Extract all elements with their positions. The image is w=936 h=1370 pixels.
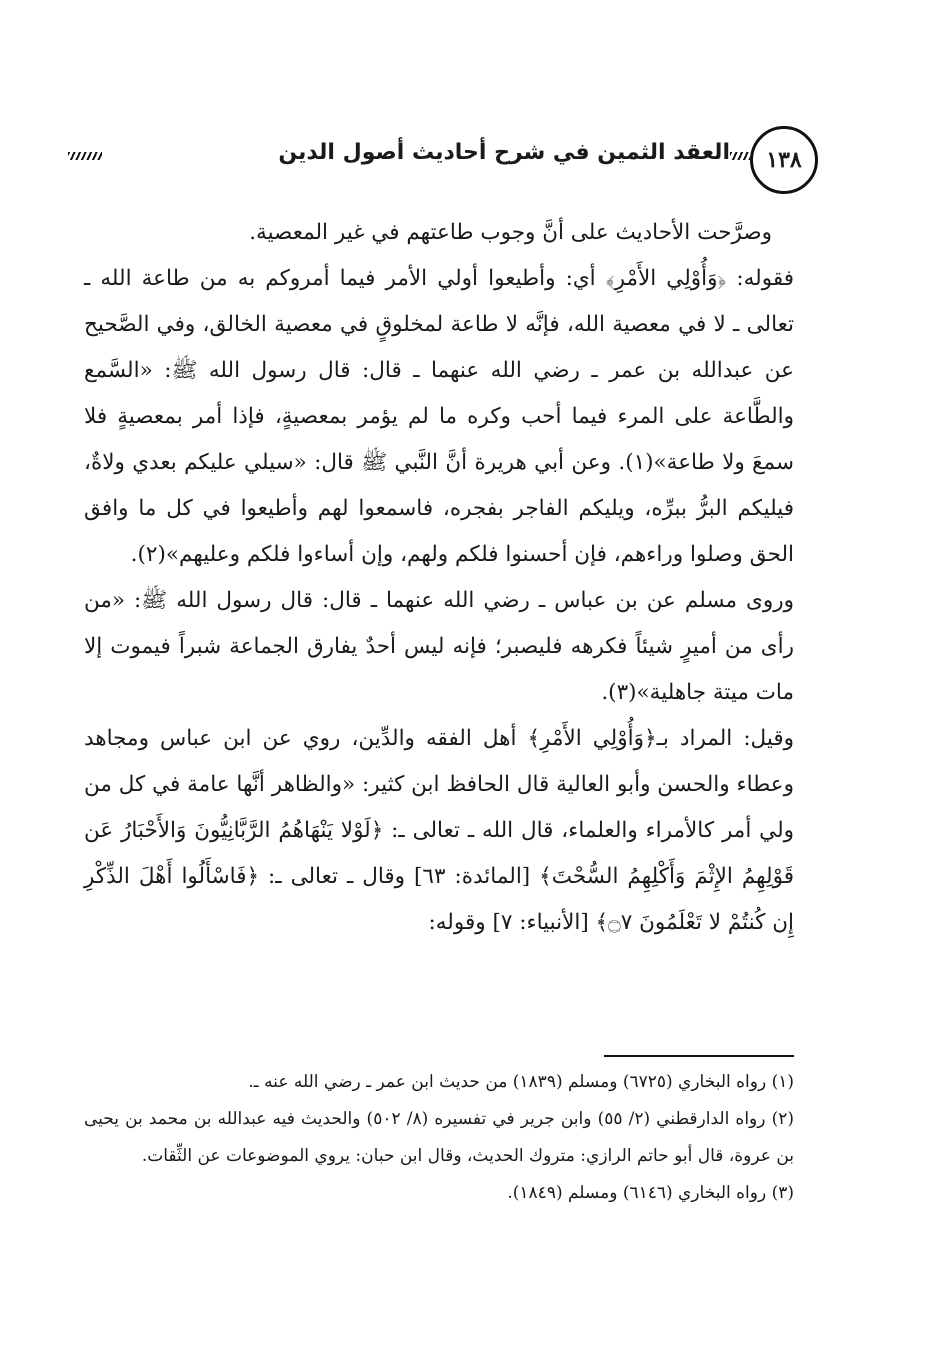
header-title: العقد الثمين في شرح أحاديث أصول الدين [278, 140, 730, 165]
paragraph-1: وصرَّحت الأحاديث على أنَّ وجوب طاعتهم في غير المعصية. [249, 220, 772, 245]
page-number-badge: ١٣٨ [750, 126, 818, 194]
running-header [60, 126, 818, 196]
main-text [84, 210, 794, 946]
paragraph-3: وروى مسلم عن بن عباس ـ رضي الله عنهما ـ قال: قال رسول الله ﷺ: «من رأى من أميرٍ شيئاً فكرهه فليصبر؛ فإنه ليس أحدٌ يفارق الجماعة شبراً فيموت إلا مات ميتة جاهلية»(٣). [84, 588, 794, 705]
header-ornament-right [730, 152, 752, 160]
footnote-2: (٢) رواه الدارقطني (٢/ ٥٥) وابن جرير في تفسيره (٨/ ٥٠٢) والحديث فيه عبدالله بن محمد بن يحيى بن عروة، قال أبو حاتم الرازي: متروك الحديث، وقال ابن حبان: يروي الموضوعات عن الثِّقات. [84, 1109, 794, 1166]
header-ornament-left [68, 152, 102, 160]
footnote-3: (٣) رواه البخاري (٦١٤٦) ومسلم (١٨٤٩). [507, 1183, 794, 1203]
footnote-separator [604, 1055, 794, 1057]
footnote-1: (١) رواه البخاري (٦٧٢٥) ومسلم (١٨٣٩) من حديث ابن عمر ـ رضي الله عنه ـ. [248, 1072, 794, 1092]
paragraph-4: وقيل: المراد بـ﴿وَأُوْلِي الأَمْرِ﴾ أهل الفقه والدِّين، روي عن ابن عباس ومجاهد وعطاء والحسن وأبو العالية قال الحافظ ابن كثير: «والظاهر أنَّها عامة في كل من ولي أمر كالأمراء والعلماء، قال الله ـ تعالى ـ: ﴿لَوْلا يَنْهَاهُمُ الرَّبَّانِيُّونَ وَالأَحْبَارُ عَن قَوْلِهِمُ الإِثْمَ وَأَكْلِهِمُ السُّحْتَ﴾ [المائدة: ٦٣] وقال ـ تعالى ـ: ﴿فَاسْأَلُوا أَهْلَ الذِّكْرِ إِن كُنتُمْ لا تَعْلَمُونَ ۝٧﴾ [الأنبياء: ٧] وقوله: [84, 726, 795, 935]
paragraph-2: فقوله: ﴿وَأُوْلِي الأَمْرِ﴾ أي: وأطيعوا أولي الأمر فيما أمروكم به من طاعة الله ـ تعالى ـ لا في معصية الله، فإنَّه لا طاعة لمخلوقٍ في معصية الخالق، وفي الصَّحيح عن عبدالله بن عمر ـ رضي الله عنهما ـ قال: قال رسول الله ﷺ: «السَّمع والطَّاعة على المرء فيما أحب وكره ما لم يؤمر بمعصيةٍ، فإذا أمر بمعصيةٍ فلا سمعَ ولا طاعة»(١). وعن أبي هريرة أنَّ النَّبي ﷺ قال: «سيلي عليكم بعدي ولاةٌ، فيليكم البرُّ ببرِّه، ويليكم الفاجر بفجره، فاسمعوا لهم وأطيعوا في كل ما وافق الحق وصلوا وراءهم، فإن أحسنوا فلكم ولهم، وإن أساءوا فلكم وعليهم»(٢). [84, 266, 794, 567]
footnotes [84, 1064, 794, 1212]
